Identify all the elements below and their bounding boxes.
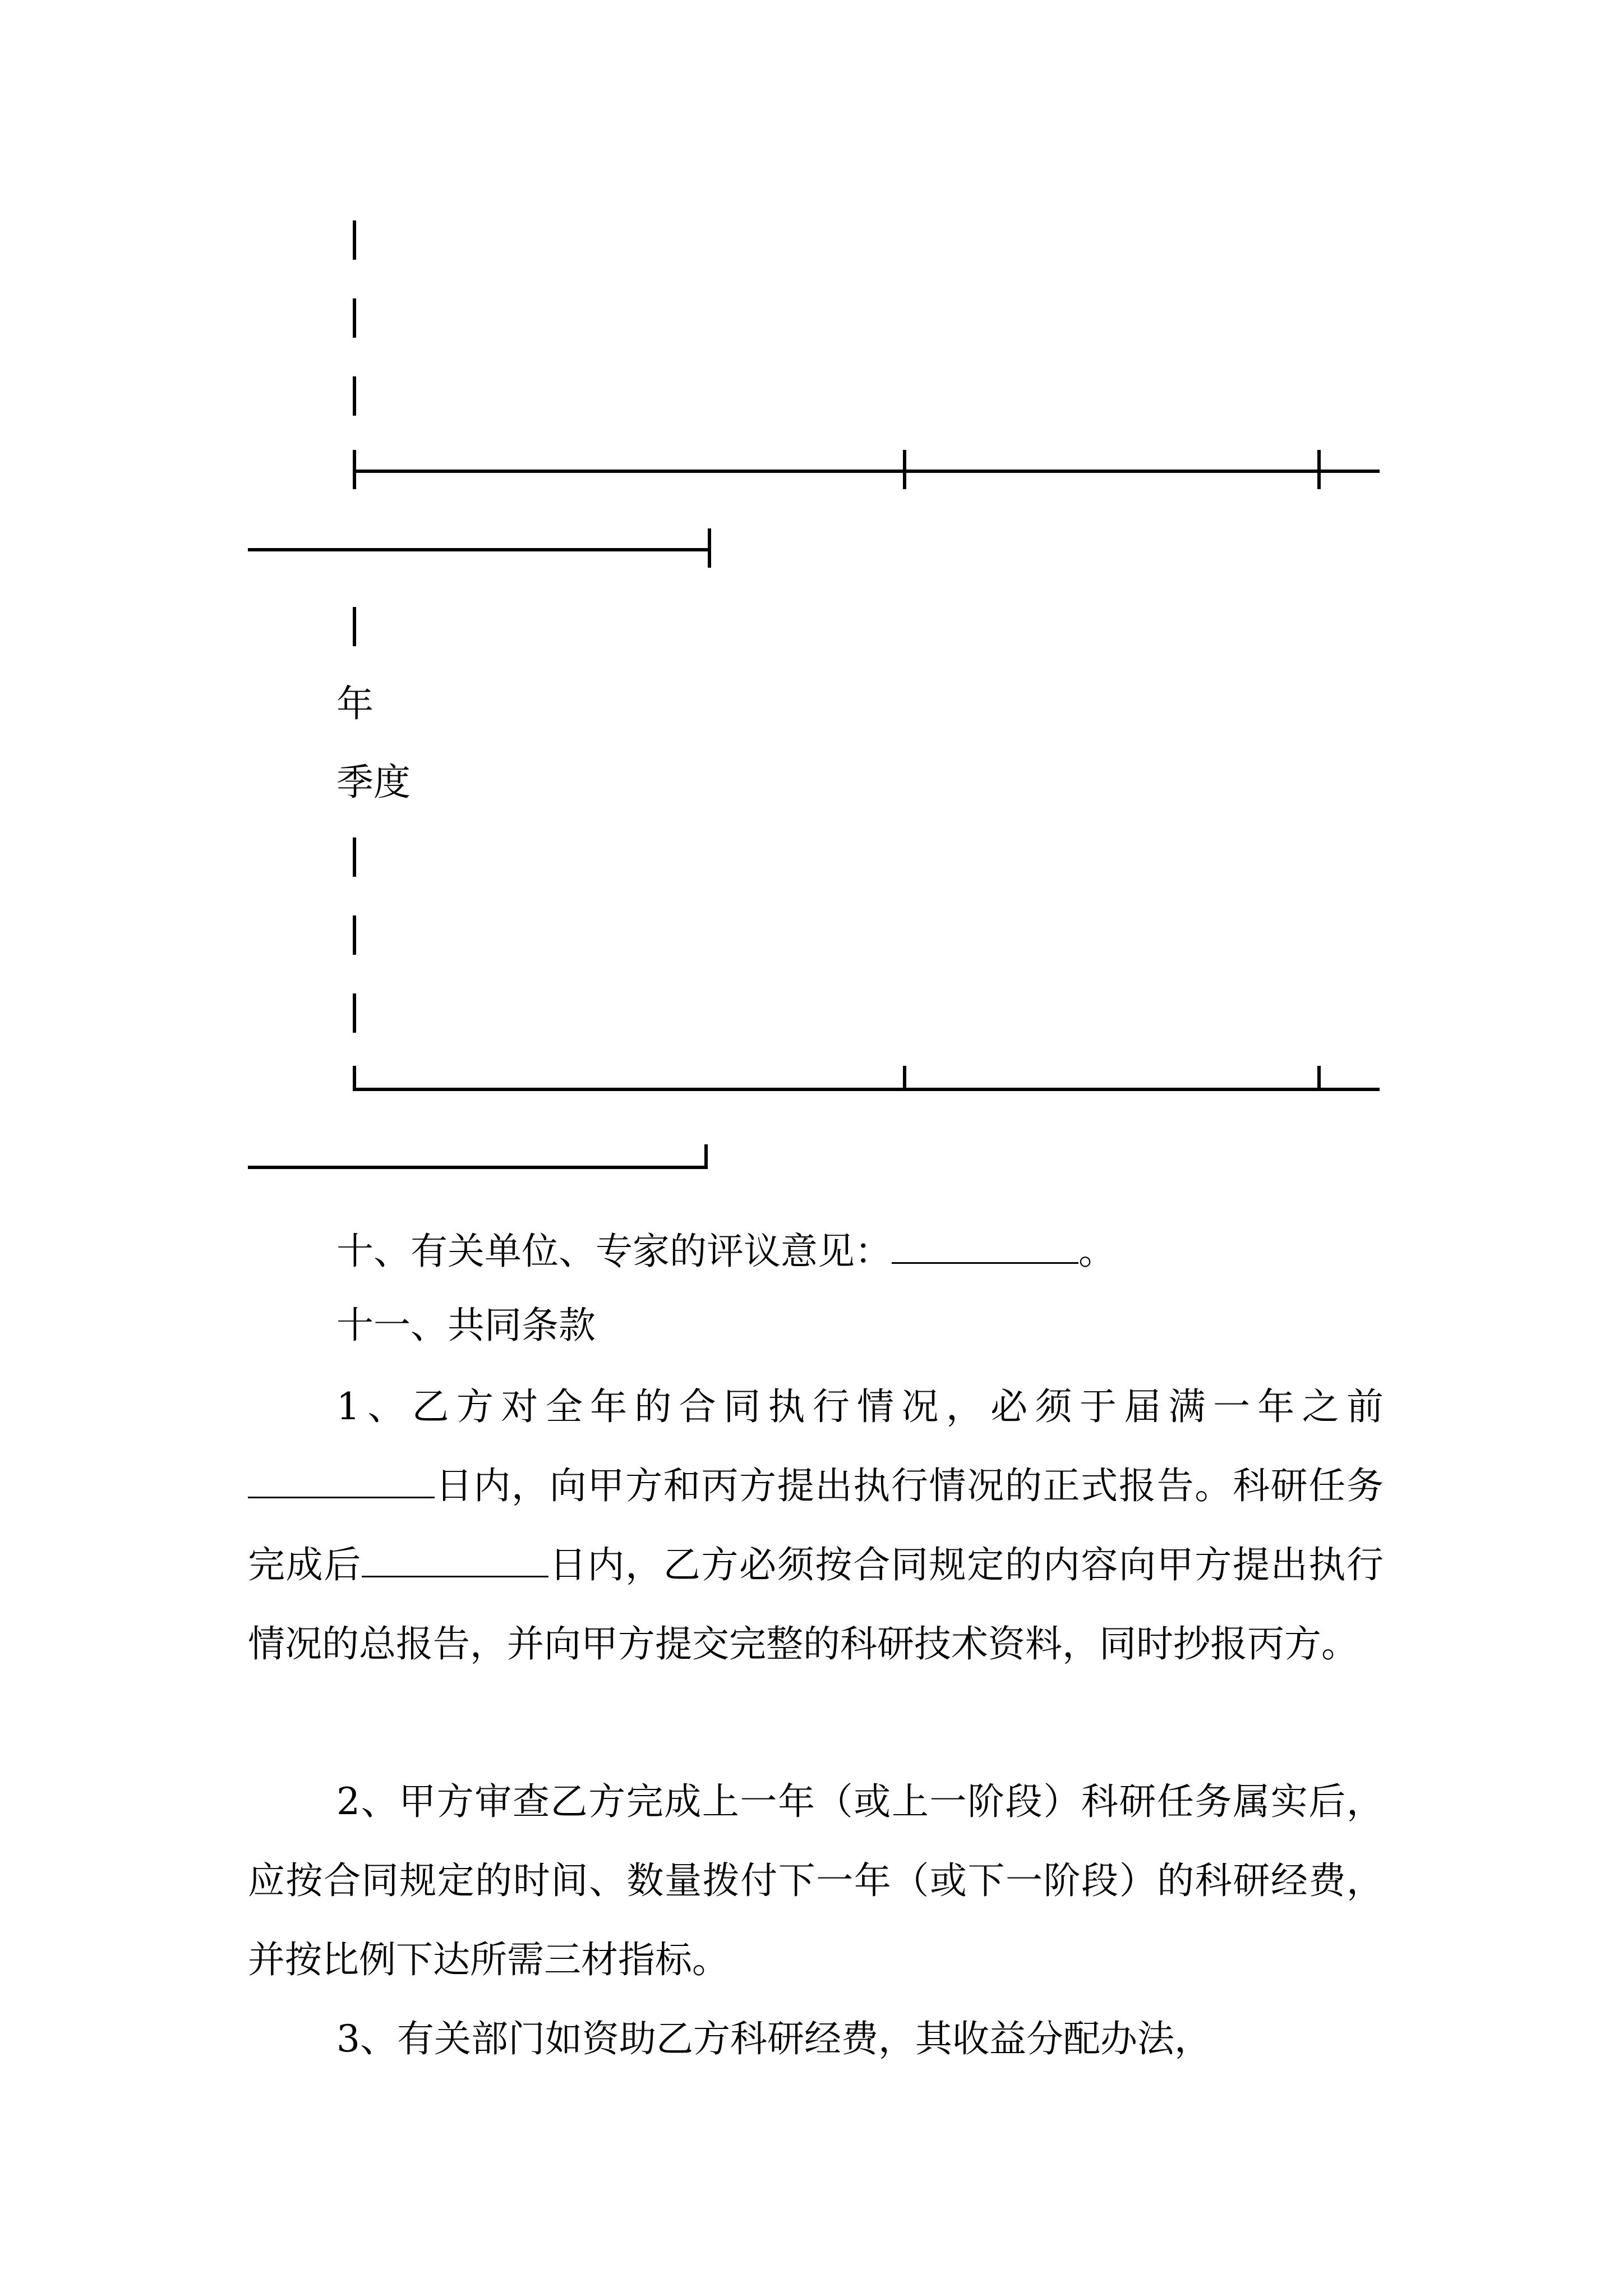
fill-in-blank	[892, 1228, 1078, 1264]
fill-in-blank	[248, 1463, 435, 1498]
fill-in-blank	[362, 1542, 548, 1577]
diagram-lower-rule	[354, 1088, 1380, 1091]
paragraph-1-part3: 日内，乙方必须按合同规定的内容向甲方提出执行情况的总报告，并向甲方提交完整的科研技术资料，同时抄报丙方。	[248, 1543, 1384, 1665]
diagram-label-year: 年	[336, 682, 374, 725]
diagram-upper-rule-end-tick	[708, 528, 711, 568]
paragraph-1-part1: 1、乙方对全年的合同执行情况，必须于届满一年之前	[336, 1385, 1384, 1428]
diagram-vertical-bar	[353, 298, 356, 338]
diagram-vertical-bar	[353, 220, 356, 260]
clause-11-paragraph-3: 3、有关部门如资助乙方科研经费，其收益分配办法，	[336, 2017, 1211, 2060]
diagram-lower-rule-continued	[248, 1166, 708, 1169]
diagram-lower-tick-middle	[903, 1066, 906, 1091]
clause-11-title: 十一、共同条款	[336, 1304, 596, 1347]
clause-10-text: 十、有关单位、专家的评议意见：	[336, 1230, 892, 1273]
clause-11-paragraph-1	[248, 1367, 1384, 1683]
diagram-lower-rule-end-tick	[704, 1144, 708, 1169]
diagram-vertical-bar	[353, 838, 356, 877]
clause-10-tail: 。	[1078, 1230, 1115, 1273]
diagram-vertical-bar	[353, 993, 356, 1033]
diagram-upper-tick-middle	[903, 450, 906, 489]
diagram-vertical-bar	[353, 607, 356, 646]
diagram-upper-rule	[354, 470, 1380, 473]
diagram-vertical-bar	[353, 376, 356, 416]
clause-11-paragraph-2: 2、甲方审查乙方完成上一年（或上一阶段）科研任务属实后，应按合同规定的时间、数量拨付下一年（或下一阶段）的科研经费，并按比例下达所需三材指标。	[248, 1780, 1384, 1981]
diagram-lower-tick-right	[1317, 1066, 1321, 1091]
paragraph-1-part2: 日内，向甲方和丙方提出执行情况的正式报告。科研任务完成后	[248, 1464, 1384, 1586]
diagram-upper-tick-right	[1317, 450, 1321, 489]
diagram-upper-tick-left	[353, 450, 356, 489]
diagram-label-quarter: 季度	[336, 761, 411, 804]
clause-10	[336, 1228, 1115, 1273]
diagram-vertical-bar	[353, 915, 356, 955]
diagram-upper-rule-continued	[248, 548, 708, 551]
